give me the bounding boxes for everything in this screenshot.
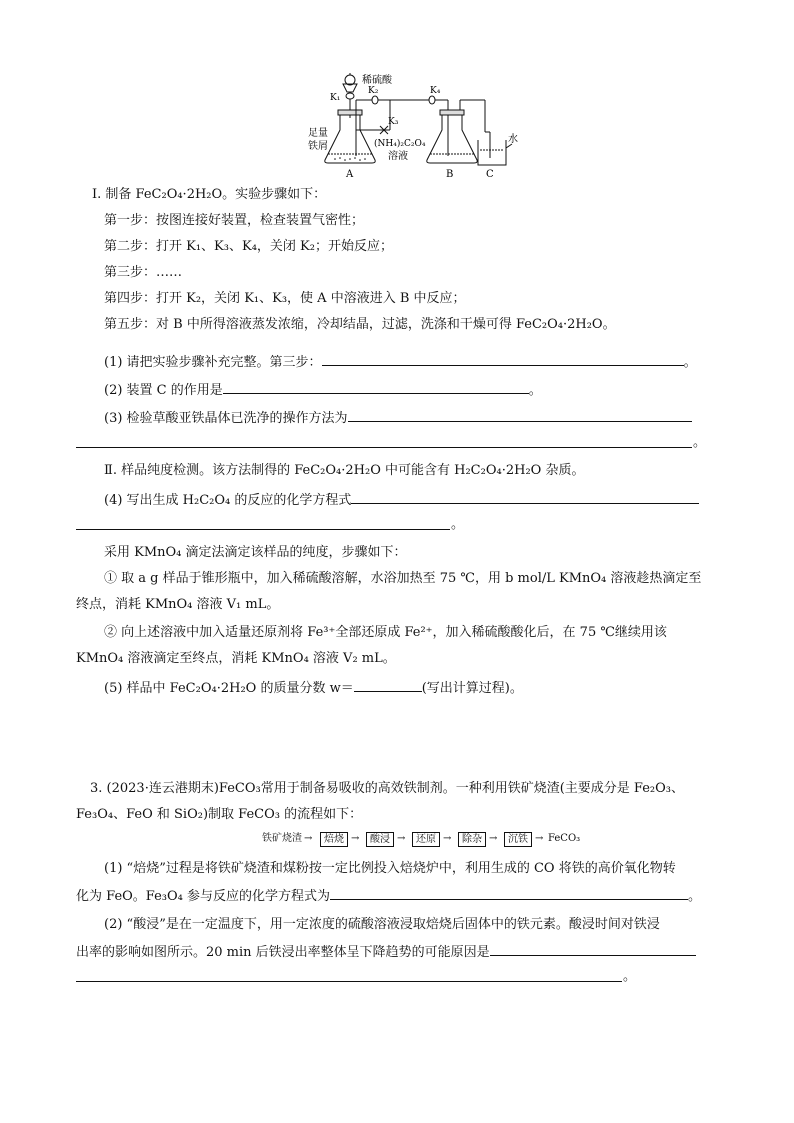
answer-blank-4a[interactable] (351, 490, 699, 504)
step-2: 第二步：打开 K₁、K₃、K₄，关闭 K₂；开始反应； (104, 239, 393, 254)
flow-arrow-4: → (443, 833, 452, 844)
part1-heading: Ⅰ. 制备 FeC₂O₄·2H₂O。实验步骤如下： (92, 187, 327, 202)
problem-3-line-2: Fe₃O₄、FeO 和 SiO₂)制取 FeCO₃ 的流程如下： (76, 807, 363, 822)
answer-blank-2[interactable] (223, 380, 529, 394)
label-k2: K₂ (368, 86, 379, 96)
method-2-line-2: KMnO₄ 溶液滴定至终点，消耗 KMnO₄ 溶液 V₂ mL。 (76, 651, 396, 666)
answer-blank-3b[interactable] (76, 447, 692, 448)
valve-k2 (372, 96, 378, 104)
question-1-text: (1) 请把实验步骤补充完整。第三步： (104, 355, 322, 370)
label-water: 水 (508, 134, 518, 145)
step-1: 第一步：按图连接好装置，检查装置气密性； (104, 213, 365, 228)
answer-blank-3-2b[interactable] (76, 981, 622, 982)
flow-arrow-6: → (535, 833, 544, 844)
flow-arrow-5: → (489, 833, 498, 844)
label-iron-1: 足量 (308, 128, 328, 139)
step-5: 第五步：对 B 中所得溶液蒸发浓缩，冷却结晶，过滤，洗涤和干燥可得 FeC₂O₄·2H₂O。 (104, 317, 616, 332)
question-5-text: (5) 样品中 FeC₂O₄·2H₂O 的质量分数 w＝ (104, 681, 354, 696)
answer-blank-3-2a[interactable] (490, 942, 696, 956)
flow-arrow-3: → (397, 833, 406, 844)
flow-start: 铁矿烧渣 (262, 833, 302, 844)
label-b: B (446, 169, 454, 180)
method-2-line-1: ② 向上述溶液中加入适量还原剂将 Fe³⁺全部还原成 Fe²⁺，加入稀硫酸酸化后，在 75 ℃继续用该 (104, 625, 667, 640)
label-solution-2: 溶液 (388, 151, 408, 162)
label-k3: K₃ (388, 117, 399, 127)
problem-3-q1-period: 。 (688, 889, 702, 904)
question-1-period: 。 (683, 355, 697, 370)
flow-step-acid-leach: 酸浸 (366, 832, 394, 847)
flow-step-reduce: 还原 (412, 832, 440, 847)
flow-step-precipitate: 沉铁 (504, 832, 532, 847)
question-2-text: (2) 装置 C 的作用是 (104, 383, 223, 398)
problem-3-q2-text: 出率的影响如图所示。20 min 后铁浸出率整体呈下降趋势的可能原因是 (76, 945, 490, 960)
problem-3-q1-text: 化为 FeO。Fe₃O₄ 参与反应的化学方程式为 (76, 889, 331, 904)
step-4: 第四步：打开 K₂，关闭 K₁、K₃，使 A 中溶液进入 B 中反应； (104, 291, 466, 306)
question-5 (104, 678, 523, 698)
flow-arrow-2: → (351, 833, 360, 844)
question-1 (104, 352, 697, 372)
flow-arrow-1: → (304, 833, 313, 844)
question-2-period: 。 (528, 383, 542, 398)
beaker-c (478, 132, 512, 165)
flow-step-roast: 焙烧 (320, 832, 348, 847)
answer-blank-4b[interactable] (76, 529, 450, 530)
label-a: A (346, 169, 354, 180)
question-5-note: (写出计算过程)。 (421, 681, 523, 696)
problem-3-q1-line-2 (76, 886, 701, 906)
answer-blank-3a[interactable] (348, 408, 692, 422)
label-k4: K₄ (430, 86, 441, 96)
flask-b (427, 110, 477, 163)
label-c: C (486, 169, 494, 180)
label-solution-1: (NH₄)₂C₂O₄ (374, 139, 426, 149)
label-iron-2: 铁屑 (308, 141, 328, 152)
part2-heading: Ⅱ. 样品纯度检测。该方法制得的 FeC₂O₄·2H₂O 中可能含有 H₂C₂O₄·2H₂O 杂质。 (104, 463, 585, 478)
answer-blank-5[interactable] (354, 678, 422, 692)
question-3-text: (3) 检验草酸亚铁晶体已洗净的操作方法为 (104, 411, 348, 426)
problem-3-q2-line-2 (76, 942, 696, 962)
question-3 (104, 408, 692, 428)
method-1-line-1: ① 取 a g 样品于锥形瓶中，加入稀硫酸溶解，水浴加热至 75 ℃，用 b mol/L KMnO₄ 溶液趁热滴定至 (104, 571, 702, 586)
method-1-line-2: 终点，消耗 KMnO₄ 溶液 V₁ mL。 (76, 597, 280, 612)
answer-blank-1[interactable] (322, 352, 684, 366)
label-dilute-acid: 稀硫酸 (362, 75, 392, 86)
problem-3-q2-line-1: (2) “酸浸”是在一定温度下，用一定浓度的硫酸溶液浸取焙烧后固体中的铁元素。酸浸时间对铁浸 (104, 917, 660, 932)
question-3-period: 。 (693, 435, 707, 450)
answer-blank-3-1[interactable] (330, 886, 688, 900)
problem-3-line-1: 3. (2023·连云港期末)FeCO₃常用于制备易吸收的高效铁制剂。一种利用铁矿烧渣(主要成分是 Fe₂O₃、 (90, 781, 685, 796)
apparatus-figure (300, 70, 540, 182)
titration-intro: 采用 KMnO₄ 滴定法滴定该样品的纯度，步骤如下： (104, 545, 407, 560)
question-4-period: 。 (451, 517, 465, 532)
iron-filings (334, 157, 366, 161)
question-4-text: (4) 写出生成 H₂C₂O₄ 的反应的化学方程式 (104, 493, 352, 508)
process-flow (262, 830, 581, 848)
problem-3-q2-period: 。 (623, 969, 637, 984)
label-k1: K₁ (330, 93, 341, 103)
step-3: 第三步：…… (104, 265, 183, 280)
valve-k4 (429, 96, 435, 104)
question-2 (104, 380, 542, 400)
flow-end: FeCO₃ (548, 833, 581, 844)
problem-3-q1-line-1: (1) “焙烧”过程是将铁矿烧渣和煤粉按一定比例投入焙烧炉中，利用生成的 CO 将铁的高价氧化物转 (104, 861, 676, 876)
question-4 (104, 490, 699, 510)
flow-step-purify: 除杂 (458, 832, 486, 847)
